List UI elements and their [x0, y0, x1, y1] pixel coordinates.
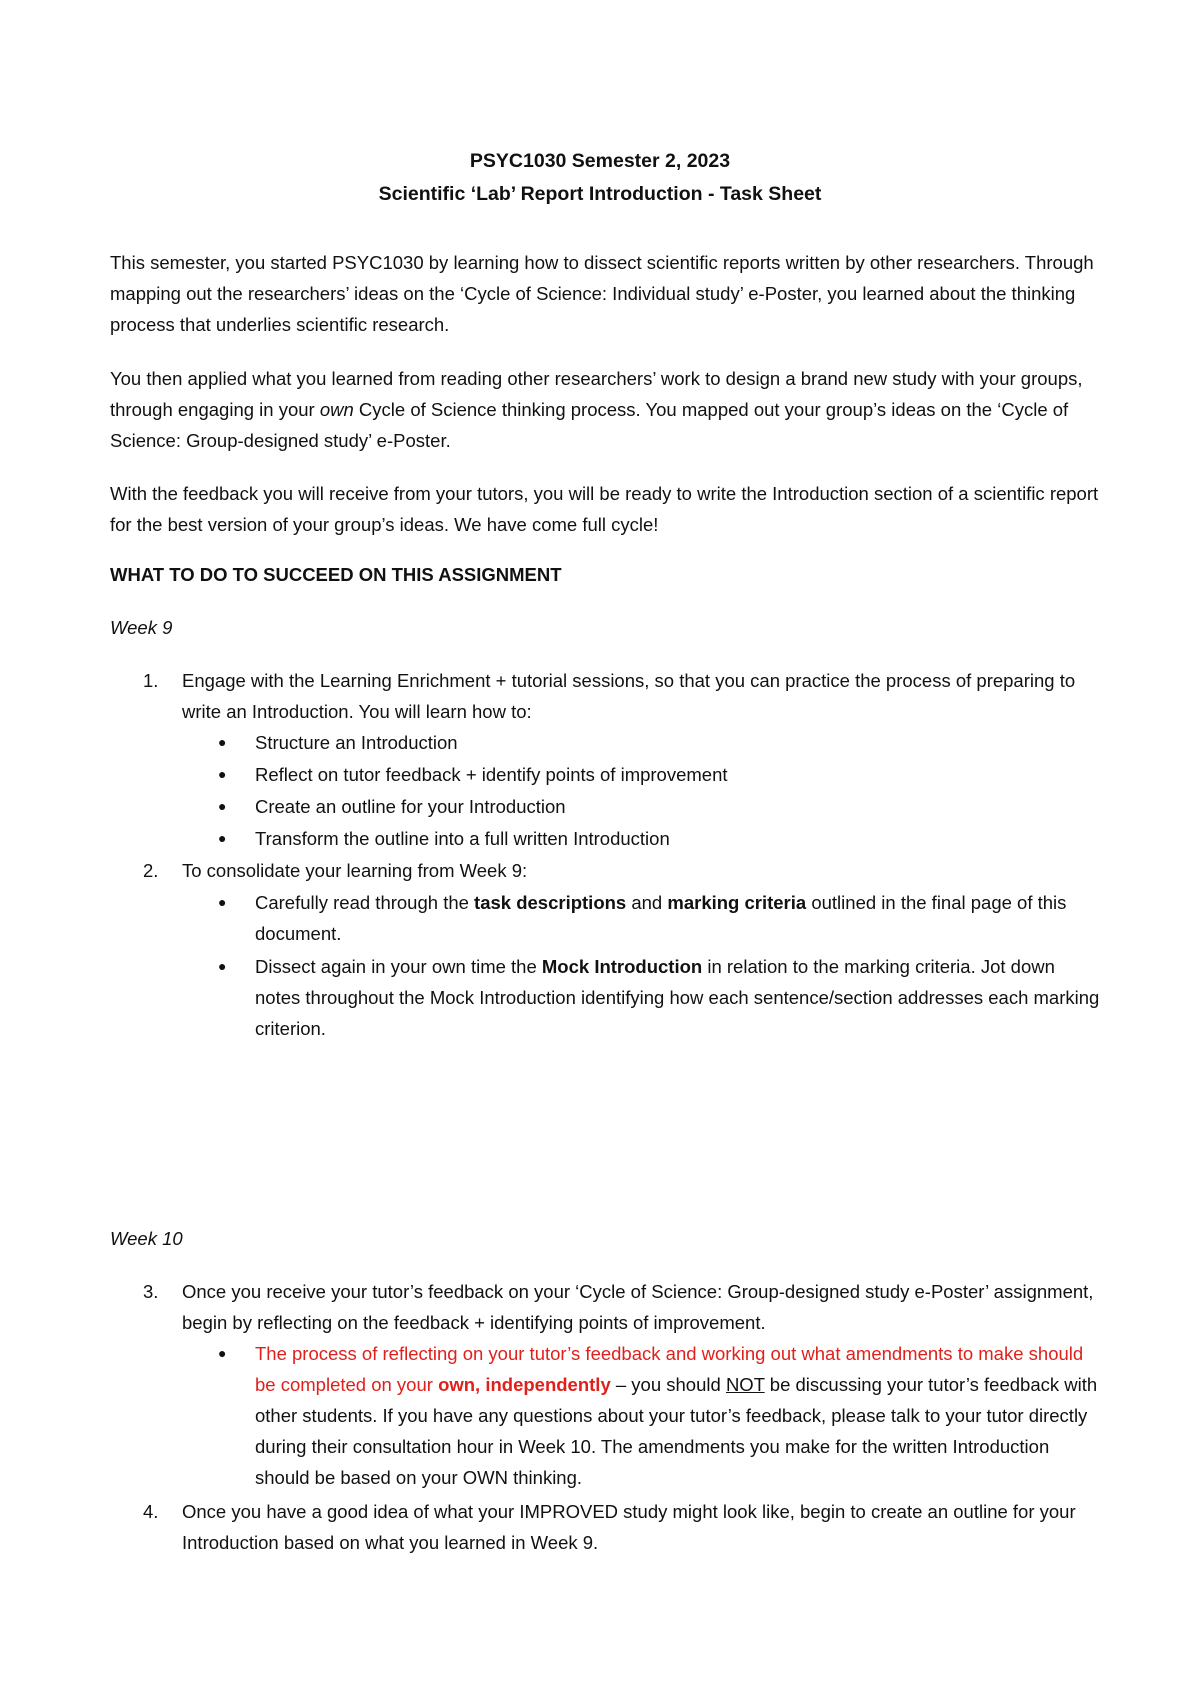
bullet-item [110, 1338, 1100, 1493]
list-item-1 [110, 665, 1100, 727]
text-run: and [626, 892, 668, 913]
text-run-bold: Mock Introduction [541, 956, 703, 977]
bullet-icon: ● [218, 734, 227, 750]
list-item-4 [110, 1496, 1100, 1558]
section-heading: WHAT TO DO TO SUCCEED ON THIS ASSIGNMENT [110, 564, 562, 585]
bullet-icon: ● [218, 830, 227, 846]
bullet-text: Reflect on tutor feedback + identify points of improvement [255, 764, 728, 785]
list-item-text: Once you have a good idea of what your IMPROVED study might look like, begin to create an outline for your Introduction based on what you learned in Week 9. [182, 1501, 1076, 1553]
bullet-text: Structure an Introduction [255, 732, 458, 753]
text-run-red: The process of reflecting on your tutor’s feedback and working out what amendments to make should be completed on your [255, 1343, 1084, 1395]
bullet-item [110, 759, 1100, 790]
text-run: be discussing your tutor’s feedback with other students. If you have any questions about your tutor’s feedback, please talk to your tutor directly during their consultation hour in Week 10. The amendments you make for the written Introduction should be based on your OWN thinking. [255, 1374, 1098, 1488]
bullet-text: Create an outline for your Introduction [255, 796, 566, 817]
list-item-3 [110, 1276, 1100, 1338]
intro-paragraph-3: With the feedback you will receive from your tutors, you will be ready to write the Introduction section of a scientific report for the best version of your group’s ideas. We have come full cycle! [110, 483, 1099, 535]
text-run-red-bold: own, independently [438, 1374, 611, 1395]
bullet-item [110, 727, 1100, 758]
text-run: Carefully read through the [255, 892, 475, 913]
bullet-text: Transform the outline into a full written Introduction [255, 828, 670, 849]
intro-paragraph-1: This semester, you started PSYC1030 by learning how to dissect scientific reports written by other researchers. Through mapping out the researchers’ ideas on the ‘Cycle of Science: Individual study’ e-Poster, you learned about the thinking process that underlies scientific research. [110, 252, 1094, 335]
intro-paragraph-2 [110, 363, 1100, 456]
list-number: 4. [143, 1501, 159, 1522]
bullet-text [255, 887, 1100, 949]
bullet-icon: ● [218, 1345, 227, 1361]
list-item-2 [110, 855, 1100, 886]
bullet-item [110, 951, 1100, 1044]
bullet-icon: ● [218, 958, 227, 974]
week-9-label: Week 9 [110, 617, 173, 638]
bullet-item [110, 823, 1100, 854]
bullet-item [110, 887, 1100, 949]
text-run: – you should [610, 1374, 726, 1395]
bullet-text [255, 951, 1100, 1044]
bullet-icon: ● [218, 798, 227, 814]
bullet-item [110, 791, 1100, 822]
document-subtitle: Scientific ‘Lab’ Report Introduction - Task Sheet [378, 183, 822, 205]
text-run: in relation to the marking criteria. Jot down notes throughout the Mock Introduction identifying how each sentence/section addresses each marking criterion. [255, 956, 1100, 1039]
list-number: 3. [143, 1281, 159, 1302]
list-item-text: Once you receive your tutor’s feedback on your ‘Cycle of Science: Group-designed study e-Poster’ assignment, begin by reflecting on the feedback + identifying points of improvement. [182, 1281, 1094, 1333]
bullet-icon: ● [218, 894, 227, 910]
week-10-label: Week 10 [110, 1228, 183, 1249]
intro-p2-text-a: You then applied what you learned from reading other researchers’ work to design a brand new study with your groups, through engaging in your [110, 368, 1083, 420]
text-run: outlined in the final page of this document. [255, 892, 1067, 944]
list-number: 2. [143, 860, 159, 881]
bullet-icon: ● [218, 766, 227, 782]
document-title: PSYC1030 Semester 2, 2023 [469, 150, 731, 172]
list-item-text: To consolidate your learning from Week 9: [182, 860, 528, 881]
text-run-bold: task descriptions [474, 892, 627, 913]
intro-p2-text-b: Cycle of Science thinking process. You mapped out your group’s ideas on the ‘Cycle of Science: Group-designed study’ e-Poster. [110, 399, 1069, 451]
list-item-text: Engage with the Learning Enrichment + tutorial sessions, so that you can practice the process of preparing to write an Introduction. You will learn how to: [182, 670, 1076, 722]
text-run-underline: NOT [725, 1374, 765, 1395]
bullet-text [255, 1338, 1100, 1493]
list-number: 1. [143, 670, 159, 691]
intro-p2-emphasis: own [319, 399, 354, 420]
text-run-bold: marking criteria [667, 892, 807, 913]
text-run: Dissect again in your own time the [255, 956, 542, 977]
